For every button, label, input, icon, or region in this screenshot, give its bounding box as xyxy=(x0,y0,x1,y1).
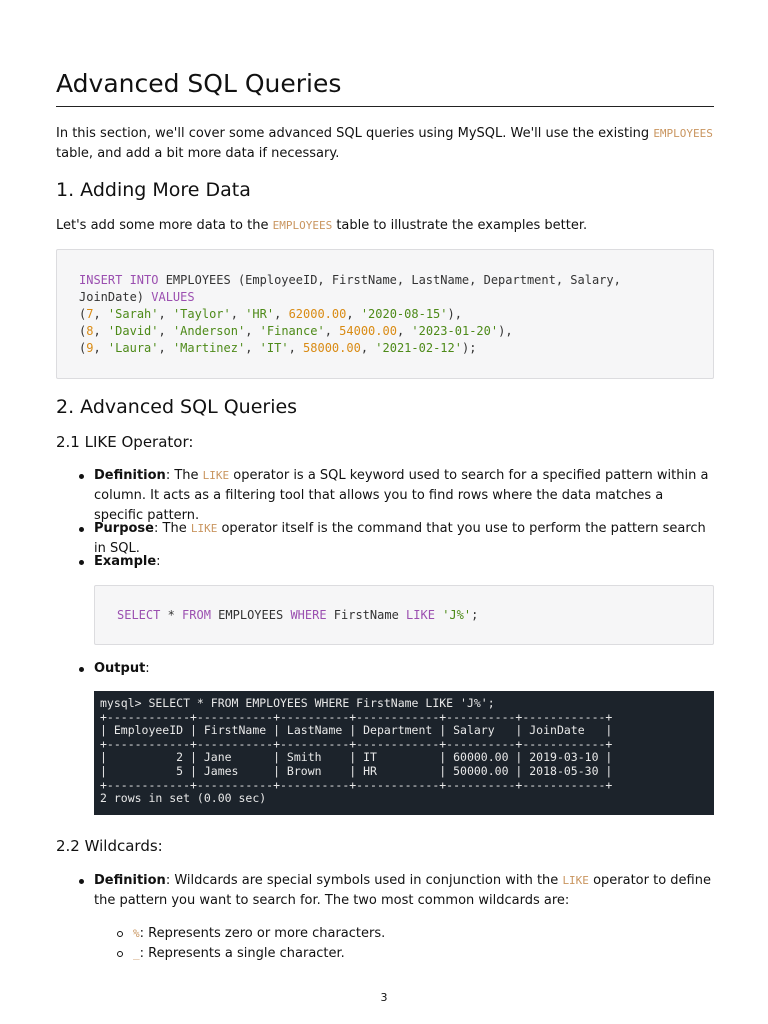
inline-code-employees: EMPLOYEES xyxy=(653,127,713,140)
list-item-wildcard-underscore xyxy=(133,944,713,964)
bullet-marker xyxy=(79,474,89,484)
example-label: Example xyxy=(94,554,157,569)
page-title: Advanced SQL Queries xyxy=(56,69,714,107)
code-row: (7, 'Sarah', 'Taylor', 'HR', 62000.00, '2020-08-15'), xyxy=(79,307,462,321)
sub-bullet-marker xyxy=(117,951,127,961)
list-text: : The xyxy=(154,521,191,536)
code-keyword: LIKE xyxy=(406,608,435,622)
sub-bullet-marker xyxy=(117,931,127,941)
list-text: operator is a SQL keyword used to search for a specified pattern within a column. It acts as a filtering tool that allows you to find rows where the data matches a specific pattern. xyxy=(94,468,709,523)
code-keyword: SELECT xyxy=(117,608,161,622)
list-item-definition xyxy=(94,466,714,526)
intro-paragraph xyxy=(56,124,714,164)
inline-code-like: LIKE xyxy=(190,522,218,535)
section1-text: Let's add some more data to the xyxy=(56,218,273,233)
code-keyword: VALUES xyxy=(151,290,195,304)
select-code-block: SELECT * FROM EMPLOYEES WHERE FirstName LIKE 'J%'; xyxy=(94,585,714,645)
code-keyword: INSERT INTO xyxy=(79,273,159,287)
inline-code-like: LIKE xyxy=(202,469,230,482)
inline-code-underscore: _ xyxy=(133,947,140,960)
intro-text-end: table, and add a bit more data if necessary. xyxy=(56,146,340,161)
section-heading-adding-data: 1. Adding More Data xyxy=(56,179,251,201)
section-heading-advanced: 2. Advanced SQL Queries xyxy=(56,396,298,418)
list-text: : Represents zero or more characters. xyxy=(139,926,386,941)
subsection-heading-like: 2.1 LIKE Operator: xyxy=(56,433,194,451)
section1-paragraph xyxy=(56,216,714,236)
bullet-marker xyxy=(79,667,89,677)
code-text: JoinDate) xyxy=(79,290,152,304)
list-text: : The xyxy=(165,468,203,483)
purpose-label: Purpose xyxy=(94,521,154,536)
list-text: : Represents a single character. xyxy=(139,946,345,961)
page-number: 3 xyxy=(380,991,388,1004)
bullet-marker xyxy=(79,879,89,889)
code-row: (8, 'David', 'Anderson', 'Finance', 54000.00, '2023-01-20'), xyxy=(79,324,513,338)
definition-label: Definition xyxy=(94,873,166,888)
terminal-output-image: mysql> SELECT * FROM EMPLOYEES WHERE FirstName LIKE 'J%'; +------------+-----------+----------+------------+----------+------------+ | EmployeeID | FirstName | LastName | Department | Salary | JoinDate | +------------+-----------+----------+------------+----------+------------+ | 2 | Jane | Smith | IT | 60000.00 | 2019-03-10 | | 5 | James | Brown | HR | 50000.00 | 2018-05-30 | +------------+-----------+----------+------------+----------+------------+ 2 rows in set (0.00 sec) xyxy=(94,691,714,815)
inline-code-like: LIKE xyxy=(562,874,589,887)
list-text: operator itself is the command that you use to perform the pattern search in SQL. xyxy=(94,521,706,556)
bullet-marker xyxy=(79,560,89,570)
list-text: : Wildcards are special symbols used in conjunction with the xyxy=(165,873,563,888)
output-label: Output xyxy=(94,661,146,676)
list-item-output: Output: xyxy=(94,661,150,676)
intro-text: In this section, we'll cover some advanced SQL queries using MySQL. We'll use the existing xyxy=(56,126,654,141)
list-item-example: Example: xyxy=(94,554,161,569)
list-item-wildcard-definition xyxy=(94,871,714,911)
insert-code-block xyxy=(56,249,714,379)
code-string: 'J%' xyxy=(442,608,472,622)
code-row: (9, 'Laura', 'Martinez', 'IT', 58000.00, '2021-02-12'); xyxy=(79,341,477,355)
code-keyword: WHERE xyxy=(290,608,327,622)
subsection-heading-wildcards: 2.2 Wildcards: xyxy=(56,837,163,855)
code-keyword: FROM xyxy=(182,608,211,622)
bullet-marker xyxy=(79,527,89,537)
inline-code-percent: % xyxy=(133,927,140,940)
list-item-wildcard-percent xyxy=(133,924,713,944)
code-text: EMPLOYEES (EmployeeID, FirstName, LastName, Department, Salary, xyxy=(158,273,621,287)
inline-code-employees-2: EMPLOYEES xyxy=(272,219,333,232)
section1-text-end: table to illustrate the examples better. xyxy=(332,218,588,233)
definition-label: Definition xyxy=(94,468,166,483)
list-text: operator to define the pattern you want to search for. The two most common wildcards are: xyxy=(94,873,711,908)
